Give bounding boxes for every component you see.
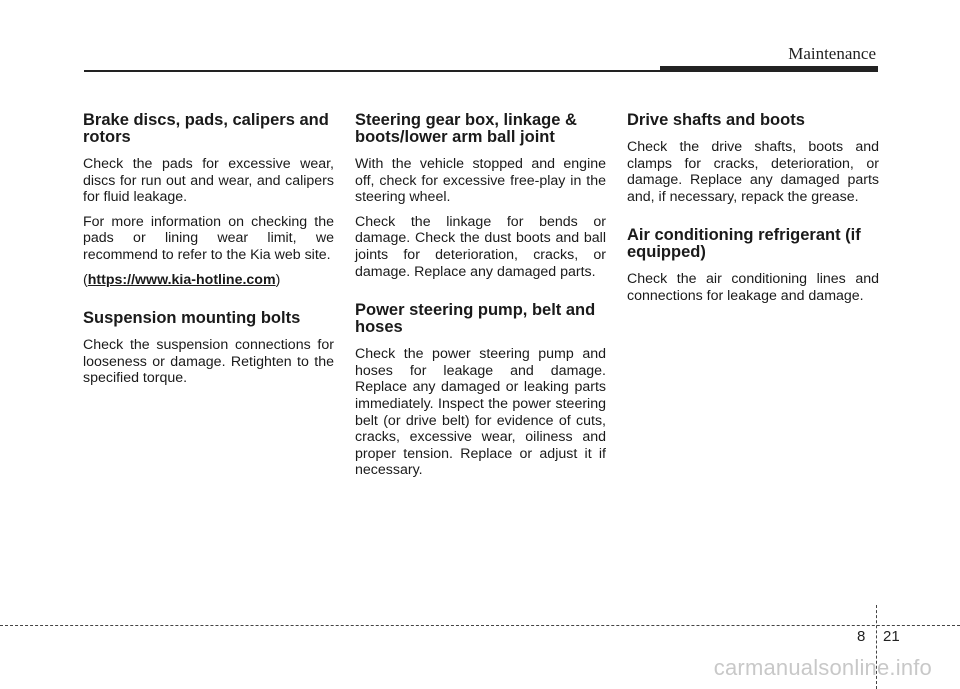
section-heading: Suspension mounting bolts — [83, 309, 301, 328]
section-heading: Air conditioning refrigerant (if equipped) — [627, 226, 861, 262]
column-1 — [83, 112, 334, 395]
section-paragraph: Check the linkage for bends or damage. Check the dust boots and ball joints for deterioration, cracks, or damage. Replace any damaged parts. — [355, 213, 606, 280]
section-suspension-bolts — [83, 310, 334, 387]
section-heading: Steering gear box, linkage & boots/lower arm ball joint — [355, 111, 577, 146]
section-paragraph: Check the power steering pump and hoses for leakage and damage. Replace any damaged or leaking parts immediately. Inspect the power steering belt (or drive belt) for evidence of cuts, cracks, excessive wear, oiliness and proper tension. Replace or adjust it if necessary. — [355, 346, 606, 479]
section-paragraph: Check the suspension connections for looseness or damage. Retighten to the specified torque. — [83, 337, 334, 387]
section-air-conditioning — [627, 227, 879, 304]
footer-rule — [0, 625, 960, 626]
section-paragraph: Check the pads for excessive wear, discs for run out and wear, and calipers for fluid leakage. — [83, 156, 334, 206]
section-heading: Brake discs, pads, calipers and rotors — [83, 111, 329, 146]
column-2 — [355, 112, 606, 487]
section-paragraph: With the vehicle stopped and engine off, check for excessive free-play in the steering wheel. — [355, 156, 606, 206]
link-paragraph — [83, 272, 334, 289]
link-prefix: ( — [83, 271, 88, 288]
section-power-steering — [355, 302, 606, 479]
section-paragraph: For more information on checking the pads or lining wear limit, we recommend to refer to the Kia web site. — [83, 213, 334, 263]
header-rule-thick — [660, 66, 878, 72]
section-brake-discs — [83, 112, 334, 288]
watermark: carmanualsonline.info — [713, 655, 932, 680]
header-title: Maintenance — [788, 44, 876, 63]
column-3 — [627, 112, 879, 313]
section-heading: Drive shafts and boots — [627, 111, 805, 129]
link-suffix: ) — [275, 271, 281, 288]
page-number: 21 — [883, 628, 900, 645]
section-paragraph: Check the drive shafts, boots and clamps for cracks, deterioration, or damage. Replace any damaged parts and, if necessary, repack the grease. — [627, 139, 879, 205]
section-paragraph: Check the air conditioning lines and connections for leakage and damage. — [627, 271, 879, 304]
section-heading: Power steering pump, belt and hoses — [355, 301, 596, 337]
section-drive-shafts — [627, 112, 879, 205]
section-steering-gear — [355, 112, 606, 280]
section-number: 8 — [857, 628, 866, 645]
header-rule — [84, 70, 664, 72]
kia-hotline-link[interactable]: https://www.kia-hotline.com — [87, 271, 276, 288]
